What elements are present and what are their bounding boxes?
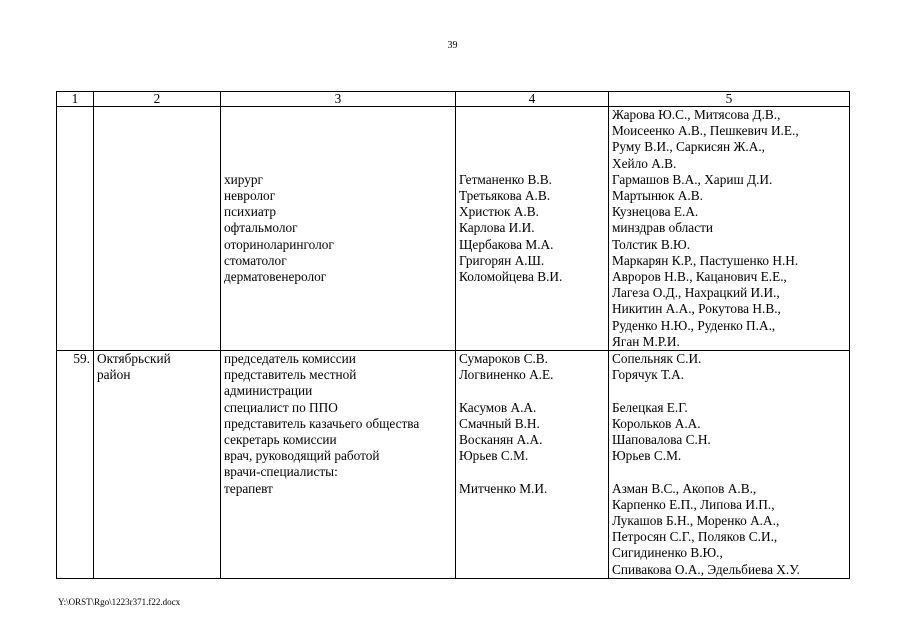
reserve-line: Жарова Ю.С., Митясова Д.В., — [612, 107, 781, 122]
reserve-line: Гармашов В.А., Хариш Д.И. — [612, 171, 773, 187]
member-line: Христюк А.В. — [459, 204, 539, 220]
reserve-line: Кузнецова Е.А. — [612, 204, 699, 220]
reserve-line: Сопельняк С.И. — [612, 351, 702, 367]
reserve-line: Азман В.С., Акопов А.В., — [612, 480, 757, 496]
member-line — [459, 464, 605, 480]
reserve-line: Спивакова О.А., Эдельбиева Х.У. — [612, 561, 800, 577]
reserve-line: Карпенко Е.П., Липова И.П., — [612, 496, 775, 512]
position-line: секретарь комиссии — [224, 432, 337, 448]
reserve-line: Белецкая Е.Г. — [612, 399, 688, 415]
position-line: хирург — [224, 171, 263, 187]
row1-reserve-cell — [609, 107, 850, 351]
district-line: Октябрьский — [97, 351, 171, 367]
reserve-line: Лукашов Б.Н., Моренко А.А., — [612, 513, 780, 529]
row2-position-cell — [221, 351, 456, 579]
header-cell-1: 1 — [57, 92, 94, 107]
member-line: Третьякова А.В. — [459, 187, 551, 203]
reserve-line: Никитин А.А., Рокутова Н.В., — [612, 301, 781, 317]
position-line: терапевт — [224, 480, 273, 496]
member-line: Щербакова М.А. — [459, 236, 554, 252]
specialists-table — [56, 91, 850, 579]
reserve-line: Сигидиненко В.Ю., — [612, 545, 723, 561]
member-line — [459, 383, 605, 399]
row1-member-cell — [456, 107, 609, 351]
row1-number-cell — [57, 107, 94, 351]
member-line: Сумароков С.В. — [459, 351, 548, 367]
row2-member-cell — [456, 351, 609, 579]
member-line: Логвиненко А.Е. — [459, 367, 554, 383]
member-line: Касумов А.А. — [459, 399, 537, 415]
reserve-line: Авроров Н.В., Кацанович Е.Е., — [612, 269, 787, 285]
reserve-line: Яган М.Р.И. — [612, 333, 680, 349]
member-line: Юрьев С.М. — [459, 448, 529, 464]
member-line: Григорян А.Ш. — [459, 252, 545, 268]
position-line: врач, руководящий работой — [224, 448, 380, 464]
district-line: район — [97, 367, 131, 383]
reserve-line: Шаповалова С.Н. — [612, 432, 711, 448]
footer-file-path: Y:\ORST\Rgo\1223r371.f22.docx — [58, 597, 181, 607]
reserve-line: Толстик В.Ю. — [612, 236, 691, 252]
page-number: 39 — [447, 40, 458, 51]
member-line: Коломойцева В.И. — [459, 268, 563, 284]
reserve-line: Руму В.И., Саркисян Ж.А., — [612, 139, 765, 155]
row1-position-cell — [221, 107, 456, 351]
position-line: представитель местной — [224, 367, 357, 383]
position-line: стоматолог — [224, 252, 287, 268]
header-cell-2: 2 — [94, 92, 221, 107]
member-line: Карлова И.И. — [459, 220, 535, 236]
reserve-line: Юрьев С.М. — [612, 448, 682, 464]
position-line: администрации — [224, 383, 313, 399]
position-line: специалист по ППО — [224, 399, 338, 415]
reserve-line — [612, 383, 846, 399]
table-row — [57, 351, 850, 579]
reserve-line: Горячук Т.А. — [612, 367, 685, 383]
member-line: Восканян А.А. — [459, 432, 543, 448]
position-line: врачи-специалисты: — [224, 464, 338, 480]
reserve-line — [612, 464, 846, 480]
reserve-line: Корольков А.А. — [612, 415, 701, 431]
member-line: Гетманенко В.В. — [459, 171, 552, 187]
district-cell — [94, 351, 221, 579]
reserve-line: Руденко Н.Ю., Руденко П.А., — [612, 317, 776, 333]
position-line: невролог — [224, 187, 276, 203]
position-line: офтальмолог — [224, 220, 298, 236]
member-line: Митченко М.И. — [459, 480, 548, 496]
header-cell-4: 4 — [456, 92, 609, 107]
member-line: Смачный В.Н. — [459, 415, 540, 431]
position-line: психиатр — [224, 204, 277, 220]
reserve-line: Мартынюк А.В. — [612, 188, 703, 204]
row-number: 59. — [57, 351, 94, 579]
table-row — [57, 107, 850, 351]
header-row — [57, 92, 850, 107]
reserve-line: Маркарян К.Р., Пастушенко Н.Н. — [612, 252, 799, 268]
position-line: председатель комиссии — [224, 351, 356, 367]
position-line: дерматовенеролог — [224, 268, 327, 284]
reserve-line: Петросян С.Г., Поляков С.И., — [612, 529, 778, 545]
reserve-line: Хейло А.В. — [612, 155, 677, 171]
row2-reserve-cell — [609, 351, 850, 579]
header-cell-3: 3 — [221, 92, 456, 107]
position-line: оториноларинголог — [224, 236, 334, 252]
row1-district-cell — [94, 107, 221, 351]
reserve-line: Лагеза О.Д., Нахрацкий И.И., — [612, 285, 780, 301]
header-cell-5: 5 — [609, 92, 850, 107]
position-line: представитель казачьего общества — [224, 415, 420, 431]
reserve-line: Моисеенко А.В., Пешкевич И.Е., — [612, 123, 799, 139]
reserve-line: минздрав области — [612, 220, 714, 236]
